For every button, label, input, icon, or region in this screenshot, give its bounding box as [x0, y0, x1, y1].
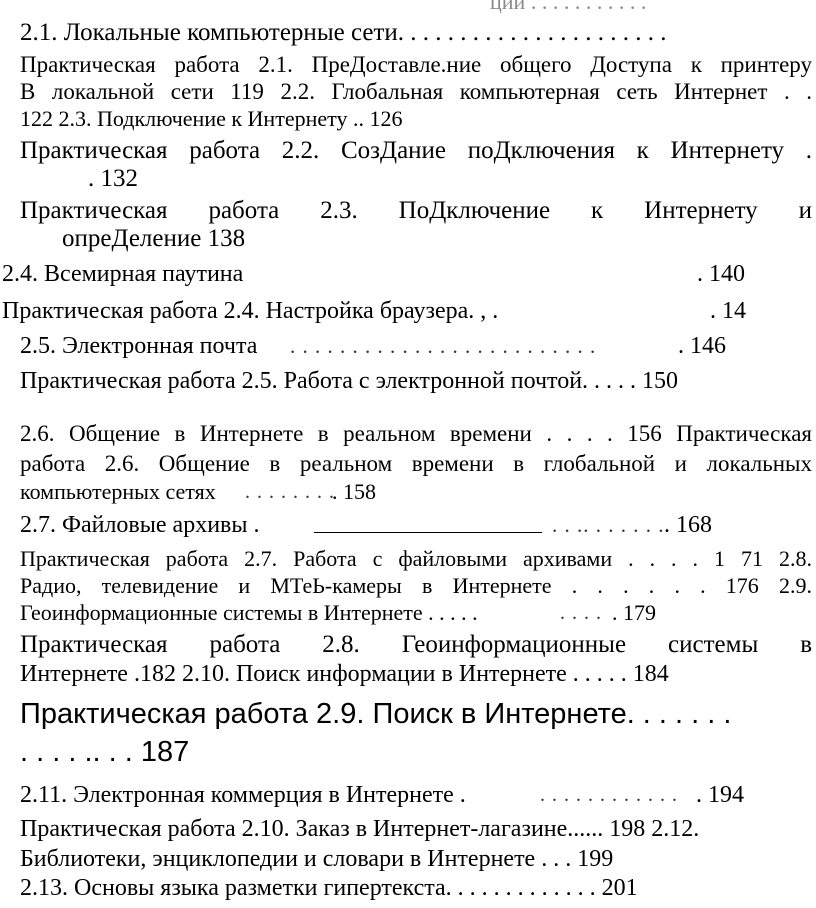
- toc-line-practical-2-8: Практическая работа 2.8. Геоинформационные системы в: [20, 631, 812, 658]
- toc-top-fragment: ции . . . . . . . . . . .: [490, 0, 647, 14]
- toc-line-practical-2-6: работа 2.6. Общение в реальном времени в глобальной и локальных: [20, 451, 812, 476]
- toc-line-practical-2-6-cont: компьютерных сетях: [20, 479, 216, 504]
- toc-line-2-7: 2.7. Файловые архивы .: [20, 512, 260, 538]
- toc-line-2-4: 2.4. Всемирная паутина: [2, 261, 244, 287]
- toc-line-practical-2-9-page: . . . . .. . . 187: [20, 736, 190, 768]
- toc-line-2-1: 2.1. Локальные компьютерные сети. . . . . . . . . . . . . . . . . . . . . .: [20, 19, 667, 46]
- toc-line-practical-2-2-page: . 132: [88, 165, 138, 192]
- toc-line-practical-2-2: Практическая работа 2.2. СозДание поДключения к Интернету .: [20, 137, 812, 164]
- toc-line-2-11: 2.11. Электронная коммерция в Интернете .: [20, 782, 466, 808]
- toc-line-2-2: В локальной сети 119 2.2. Глобальная компьютерная сеть Интернет . .: [20, 79, 812, 104]
- toc-line-practical-2-9: Практическая работа 2.9. Поиск в Интернете. . . . . . .: [20, 698, 732, 730]
- toc-line-practical-2-3-cont: опреДеление 138: [62, 225, 246, 252]
- toc-line-practical-2-4: Практическая работа 2.4. Настройка браузера. , .: [2, 298, 499, 324]
- toc-line-2-11-page: . 194: [696, 782, 744, 808]
- toc-line-2-9: Геоинформационные системы в Интернете . . . . .: [20, 600, 478, 625]
- toc-line-2-5-page: . 146: [678, 333, 726, 359]
- toc-line-2-11-dots: . . . . . . . . . . . .: [540, 784, 678, 806]
- toc-line-2-7-dots: . . .. . . . . . .: [552, 513, 665, 537]
- toc-line-practical-2-4-page: . 14: [710, 298, 746, 324]
- toc-line-practical-2-6-page: . 158: [332, 479, 376, 504]
- toc-line-practical-2-1: Практическая работа 2.1. ПреДоставле.ние общего Доступа к принтеру: [20, 52, 812, 77]
- toc-line-practical-2-3: Практическая работа 2.3. ПоДключение к Интернету и: [20, 197, 812, 224]
- toc-line-2-10: Интернете .182 2.10. Поиск информации в Интернете . . . . . 184: [20, 661, 669, 687]
- toc-line-2-5: 2.5. Электронная почта: [20, 333, 258, 359]
- toc-line-2-9-dots: . . . .: [560, 602, 602, 624]
- toc-line-2-6: 2.6. Общение в Интернете в реальном времени . . . . 156 Практическая: [20, 421, 812, 446]
- toc-line-2-3: 122 2.3. Подключение к Интернету .. 126: [20, 106, 403, 131]
- toc-line-2-9-page: . 179: [612, 600, 656, 625]
- toc-line-2-5-dots: . . . . . . . . . . . . . . . . . . . . . . . . .: [290, 334, 597, 358]
- toc-line-2-7-rule: [314, 532, 542, 533]
- toc-line-2-12: Библиотеки, энциклопедии и словари в Интернете . . . 199: [20, 846, 614, 872]
- toc-line-2-13: 2.13. Основы языка разметки гипертекста. . . . . . . . . . . . . 201: [20, 875, 638, 901]
- toc-line-2-4-page: . 140: [697, 261, 745, 287]
- toc-line-practical-2-5: Практическая работа 2.5. Работа с электронной почтой. . . . . 150: [20, 368, 679, 394]
- toc-line-2-7-page: . 168: [664, 512, 712, 538]
- toc-line-practical-2-7: Практическая работа 2.7. Работа с файловыми архивами . . . . 1 71 2.8.: [20, 546, 812, 571]
- toc-line-2-8: Радио, телевидение и МТеЬ-камеры в Интернете . . . . . . 176 2.9.: [20, 573, 812, 598]
- toc-line-practical-2-10: Практическая работа 2.10. Заказ в Интернет-лагазине...... 198 2.12.: [20, 816, 700, 842]
- toc-line-practical-2-6-dots: . . . . . . . .: [245, 481, 335, 503]
